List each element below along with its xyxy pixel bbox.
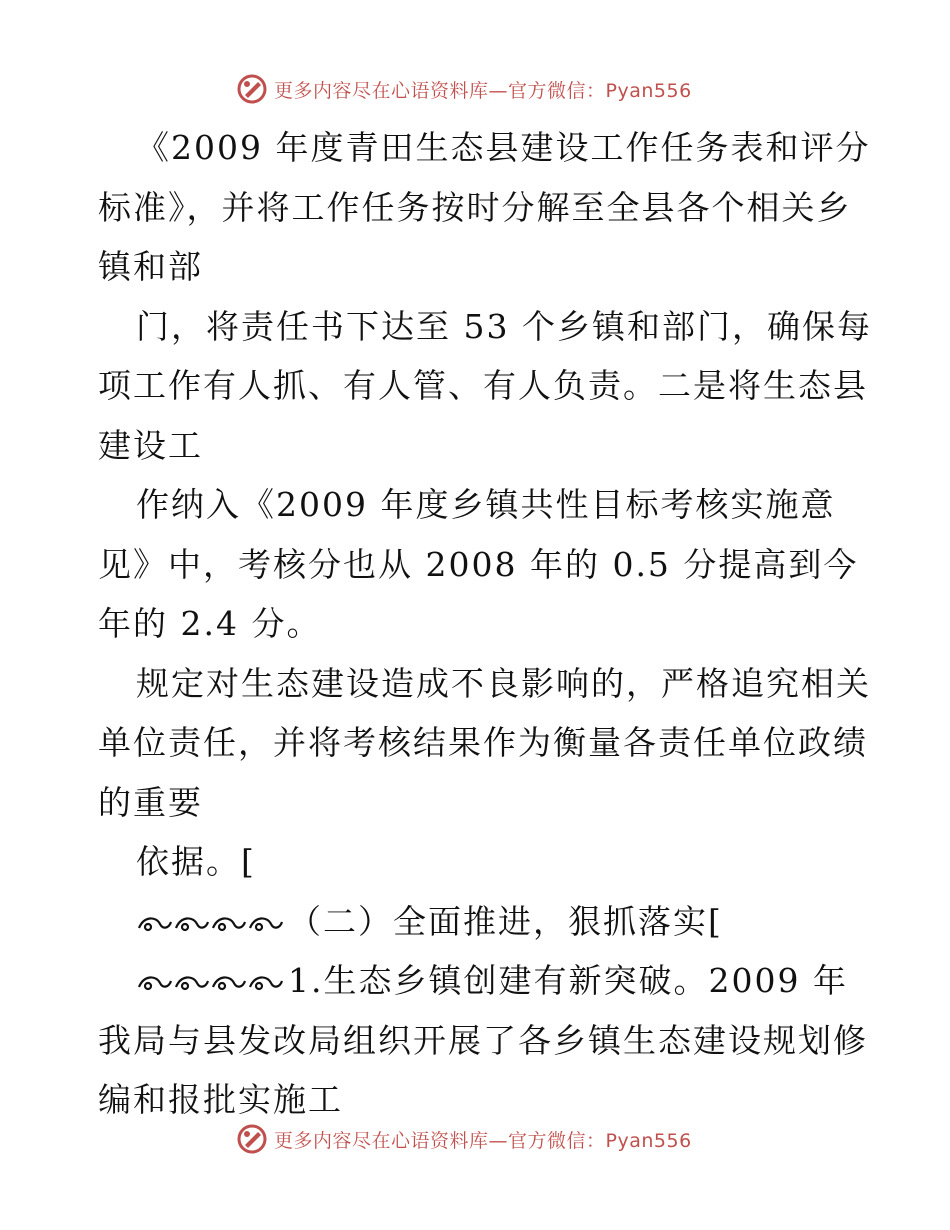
numbered-item-line [98, 951, 858, 1011]
text-line: 依据。[ [136, 842, 256, 881]
text-line: 门，将责任书下达至 53 个乡镇和部门，确保每 [136, 306, 872, 346]
brand-logo-icon [236, 1123, 268, 1155]
text-line: 项工作有人抓、有人管、有人负责。二是将生态县 [98, 366, 868, 405]
document-body [98, 118, 872, 1130]
text-line: 我局与县发改局组织开展了各乡镇生态建设规划修 [98, 1020, 868, 1060]
text-line: 规定对生态建设造成不良影响的，严格追究相关 [136, 663, 871, 703]
text-line: 《2009 年度青田生态县建设工作任务表和评分 [136, 128, 871, 167]
ornament-icon [136, 971, 286, 995]
text-line: 见》中，考核分也从 2008 年的 0.5 分提高到今 [98, 544, 859, 584]
text-line: 建设工 [98, 425, 203, 465]
ornament-icon [136, 912, 286, 936]
text-line: 编和报批实施工 [98, 1080, 343, 1119]
section-heading-line [98, 892, 858, 952]
brand-logo-icon [236, 73, 268, 105]
text-line: 的重要 [98, 782, 203, 822]
text-line: 单位责任，并将考核结果作为衡量各责任单位政绩 [98, 723, 868, 762]
text-line: 作纳入《2009 年度乡镇共性目标考核实施意 [136, 485, 836, 524]
footer-banner-text: 更多内容尽在心语资料库—官方微信：Pyan556 [274, 1129, 692, 1152]
numbered-item-text: 1.生态乡镇创建有新突破。2009 年 [288, 961, 848, 1000]
footer-banner [236, 1122, 692, 1156]
section-heading-text: （二）全面推进，狠抓落实[ [288, 901, 723, 941]
header-banner-text: 更多内容尽在心语资料库—官方微信：Pyan556 [274, 79, 692, 102]
header-banner [236, 72, 692, 106]
text-line: 标准》，并将工作任务按时分解至全县各个相关乡 [98, 187, 852, 227]
text-line: 镇和部 [98, 247, 203, 286]
text-line: 年的 2.4 分。 [98, 604, 322, 643]
